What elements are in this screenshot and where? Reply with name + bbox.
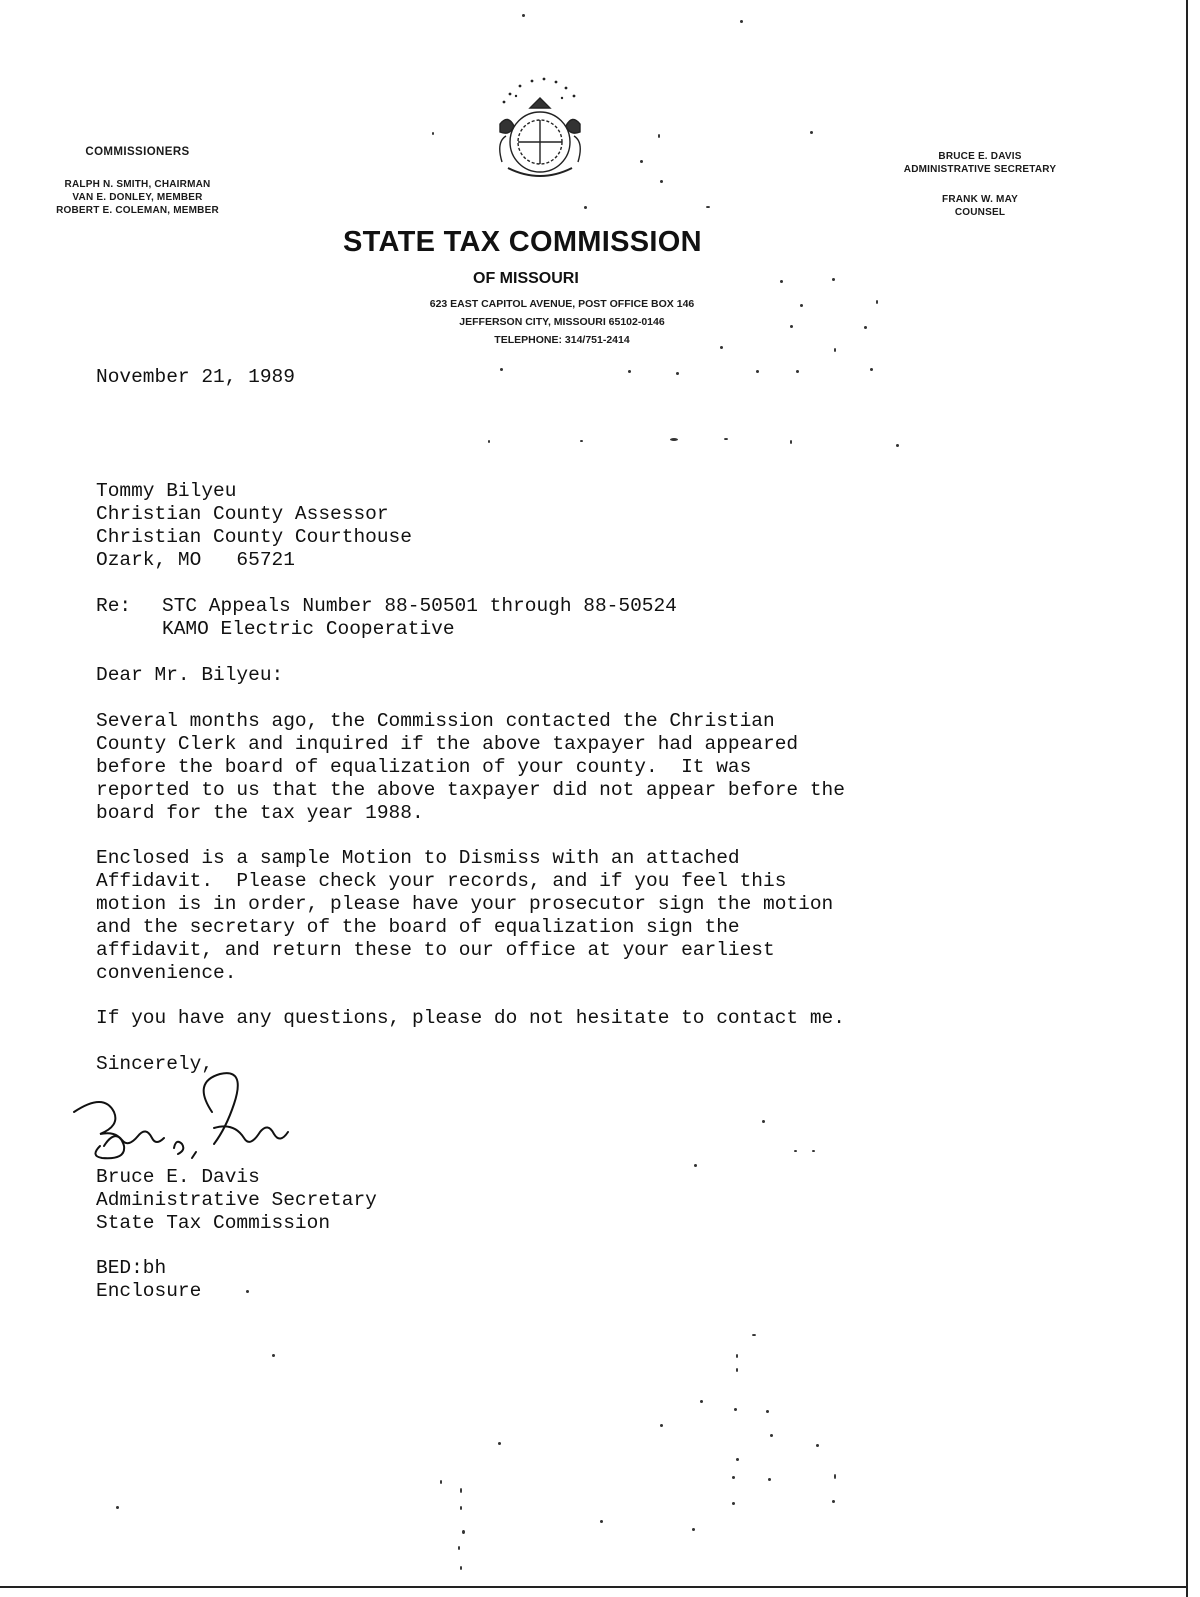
scan-speck (770, 1434, 773, 1437)
paragraph-line: before the board of equalization of your county. It was (96, 756, 752, 778)
scan-speck (732, 1476, 735, 1479)
re-line: STC Appeals Number 88-50501 through 88-50524 (162, 595, 677, 617)
staff-name: FRANK W. MAY (942, 194, 1018, 205)
commissioner-name: ROBERT E. COLEMAN, MEMBER (56, 205, 219, 216)
scan-speck (752, 1334, 756, 1336)
staff-role: ADMINISTRATIVE SECRETARY (903, 164, 1057, 175)
scan-speck (732, 1502, 735, 1505)
scan-speck (736, 1368, 738, 1372)
staff-block (880, 150, 1080, 219)
scan-speck (734, 1408, 737, 1411)
scan-speck (800, 304, 803, 307)
scan-speck (460, 1566, 462, 1570)
scan-speck (628, 370, 631, 373)
paragraph-line: motion is in order, please have your prosecutor sign the motion (96, 893, 834, 915)
signer-organization: State Tax Commission (96, 1212, 331, 1234)
handwritten-signature (64, 1072, 324, 1172)
paragraph-line: and the secretary of the board of equalization sign the (96, 916, 740, 938)
scan-speck (896, 444, 899, 447)
commissioner-name: RALPH N. SMITH, CHAIRMAN (64, 179, 211, 190)
scan-speck (834, 1474, 836, 1479)
closing: Sincerely, (96, 1053, 214, 1075)
paragraph-line: If you have any questions, please do not hesitate to contact me. (96, 1007, 845, 1029)
scan-speck (766, 1410, 769, 1413)
paragraph-line: board for the tax year 1988. (96, 802, 424, 824)
scan-speck (694, 1164, 697, 1167)
scan-speck (832, 278, 835, 281)
scan-speck (658, 134, 660, 138)
address-line: JEFFERSON CITY, MISSOURI 65102-0146 (459, 316, 665, 328)
scan-speck (600, 1520, 603, 1523)
organization-subtitle: OF MISSOURI (473, 270, 579, 287)
recipient-line: Christian County Courthouse (96, 526, 412, 548)
scan-speck (500, 368, 503, 371)
scan-speck (720, 346, 723, 349)
paragraph-line: County Clerk and inquired if the above taxpayer had appeared (96, 733, 799, 755)
paragraph-line: affidavit, and return these to our office at your earliest (96, 939, 775, 961)
paragraph-line: Several months ago, the Commission contacted the Christian (96, 710, 775, 732)
salutation: Dear Mr. Bilyeu: (96, 664, 284, 686)
scan-speck (440, 1480, 442, 1484)
scan-speck (834, 348, 836, 352)
scan-speck (870, 368, 873, 371)
scan-speck (700, 1400, 703, 1403)
recipient-line: Tommy Bilyeu (96, 480, 237, 502)
scan-speck (640, 160, 643, 163)
scan-speck (736, 1458, 739, 1461)
staff-name: BRUCE E. DAVIS (938, 151, 1022, 162)
commissioners-heading: COMMISSIONERS (85, 146, 190, 158)
recipient-line: Ozark, MO 65721 (96, 549, 295, 571)
paragraph-line: Enclosed is a sample Motion to Dismiss with an attached (96, 847, 740, 869)
commissioner-name: VAN E. DONLEY, MEMBER (72, 192, 203, 203)
re-label: Re: (96, 595, 132, 617)
scan-speck (272, 1354, 275, 1357)
enclosure-note: Enclosure (96, 1280, 202, 1302)
scan-speck (432, 132, 434, 135)
organization-title: STATE TAX COMMISSION (343, 226, 702, 258)
scan-speck (676, 372, 679, 375)
scan-speck (246, 1290, 249, 1293)
page-edge-bottom (0, 1586, 1188, 1588)
scan-speck (580, 440, 583, 442)
scan-speck (832, 1500, 835, 1503)
scan-speck (458, 1546, 460, 1550)
letter-date: November 21, 1989 (96, 366, 295, 388)
scan-speck (462, 1530, 465, 1534)
scan-speck (724, 438, 728, 440)
scan-speck (460, 1488, 462, 1493)
scan-speck (864, 326, 867, 329)
scan-speck (812, 1150, 815, 1152)
scan-speck (736, 1354, 738, 1358)
scan-speck (790, 440, 792, 444)
staff-role: COUNSEL (954, 207, 1006, 218)
paragraph-line: convenience. (96, 962, 237, 984)
scan-speck (740, 20, 743, 23)
scan-speck (790, 325, 793, 328)
scan-speck (756, 370, 759, 373)
telephone-line: TELEPHONE: 314/751-2414 (494, 334, 630, 346)
recipient-line: Christian County Assessor (96, 503, 389, 525)
scan-speck (768, 1478, 771, 1481)
scan-speck (762, 1120, 765, 1123)
scan-speck (498, 1442, 501, 1445)
scan-speck (584, 206, 587, 209)
scan-speck (116, 1506, 119, 1509)
reference-initials: BED:bh (96, 1257, 167, 1279)
scan-speck (488, 440, 490, 443)
scan-speck (670, 438, 678, 441)
scan-speck (780, 280, 783, 283)
signer-name: Bruce E. Davis (96, 1166, 260, 1188)
scan-speck (816, 1444, 819, 1447)
re-line: KAMO Electric Cooperative (162, 618, 455, 640)
scan-speck (460, 1506, 462, 1510)
scan-speck (794, 1150, 797, 1152)
paragraph-line: Affidavit. Please check your records, and if you feel this (96, 870, 787, 892)
paragraph-line: reported to us that the above taxpayer did not appear before the (96, 779, 845, 801)
scan-speck (660, 180, 663, 183)
scan-speck (796, 370, 799, 373)
scan-speck (522, 14, 525, 17)
page-edge-right (1186, 0, 1188, 1597)
scan-speck (660, 1424, 663, 1427)
scan-speck (706, 206, 710, 208)
scan-speck (810, 131, 813, 134)
scan-speck (876, 300, 878, 304)
commissioners-block (30, 146, 245, 217)
scan-speck (692, 1528, 695, 1531)
state-seal-icon (486, 72, 594, 190)
signer-title: Administrative Secretary (96, 1189, 377, 1211)
address-line: 623 EAST CAPITOL AVENUE, POST OFFICE BOX 146 (429, 298, 695, 310)
